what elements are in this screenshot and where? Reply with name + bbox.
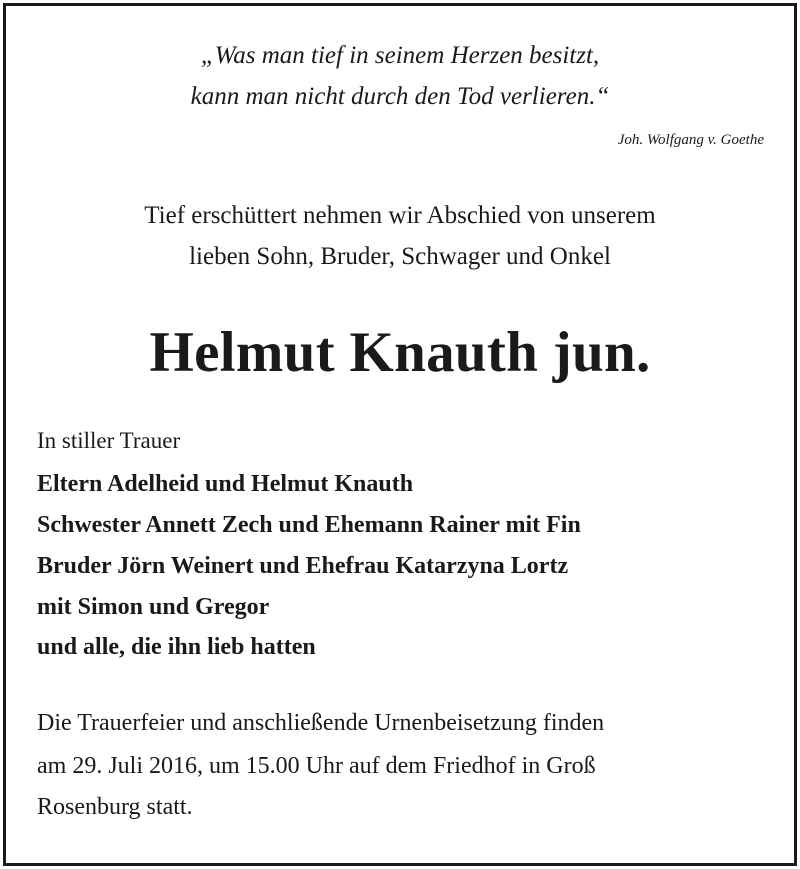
service-info-line: am 29. Juli 2016, um 15.00 Uhr auf dem Friedhof in Groß bbox=[37, 753, 596, 779]
quote-author: Joh. Wolfgang v. Goethe bbox=[617, 132, 764, 148]
quote-line-1: „Was man tief in seinem Herzen besitzt, bbox=[200, 42, 600, 69]
quote-line-2: kann man nicht durch den Tod verlieren.“ bbox=[190, 83, 610, 110]
intro-line-1: Tief erschüttert nehmen wir Abschied von unserem bbox=[144, 202, 656, 229]
mourner-line: Eltern Adelheid und Helmut Knauth bbox=[37, 471, 414, 497]
mourner-line: Bruder Jörn Weinert und Ehefrau Katarzyna Lortz bbox=[37, 553, 569, 579]
mourner-line: und alle, die ihn lieb hatten bbox=[37, 634, 316, 660]
deceased-name: Helmut Knauth jun. bbox=[149, 321, 651, 384]
mourner-line: Schwester Annett Zech und Ehemann Rainer mit Fin bbox=[37, 512, 581, 538]
service-info-line: Die Trauerfeier und anschließende Urnenbeisetzung finden bbox=[37, 710, 605, 736]
intro-line-2: lieben Sohn, Bruder, Schwager und Onkel bbox=[189, 243, 611, 270]
service-info-line: Rosenburg statt. bbox=[37, 794, 193, 820]
mourning-heading: In stiller Trauer bbox=[37, 428, 181, 453]
mourner-line: mit Simon und Gregor bbox=[37, 594, 270, 620]
